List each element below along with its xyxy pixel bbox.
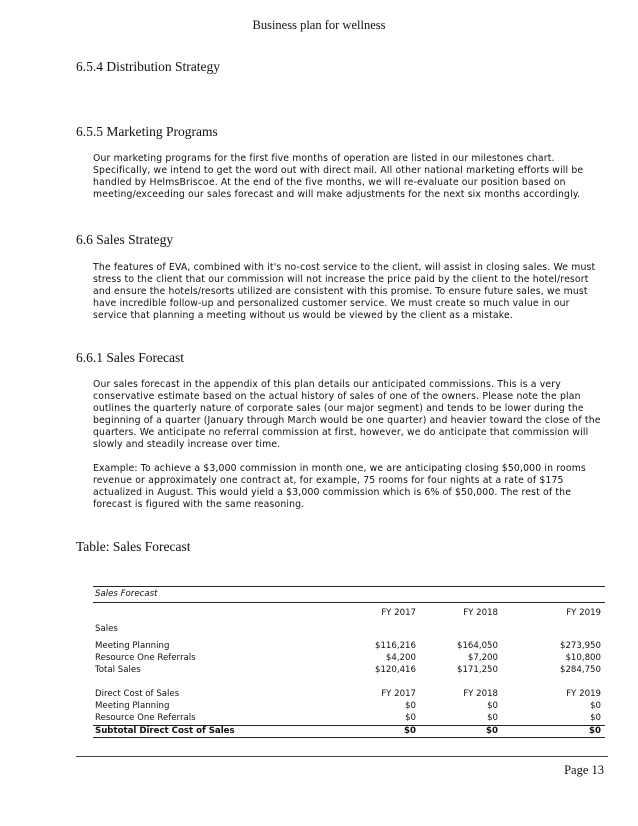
table-cell: $7,200 xyxy=(467,653,498,664)
table-cell: $0 xyxy=(487,701,498,712)
paragraph-marketing-programs: Our marketing programs for the first five months of operation are listed in our milestones chart. Specifically, we intend to get the word out with direct mail. All other national marketing efforts will be handled by HelmsBriscoe. At the end of the five months, we will re-evaluate our position based on meeting/exceeding our sales forecast and will make adjustments for the next six months accordingly. xyxy=(93,153,584,201)
row-label: Total Sales xyxy=(95,664,141,675)
heading-distribution-strategy: 6.5.4 Distribution Strategy xyxy=(76,59,220,74)
heading-marketing-programs: 6.5.5 Marketing Programs xyxy=(76,124,218,139)
table-spacer xyxy=(93,676,605,689)
table-row xyxy=(93,665,605,677)
column-header: FY 2019 xyxy=(566,608,601,618)
table-row xyxy=(93,713,605,725)
table-cell: $0 xyxy=(486,725,498,736)
table-cell: FY 2017 xyxy=(381,689,416,700)
table-caption: Table: Sales Forecast xyxy=(76,539,191,554)
paragraph-sales-strategy: The features of EVA, combined with it's no-cost service to the client, will assist in closing sales. We must stress to the client that our commission will not increase the price paid by the client to the hotel/resort and ensure the hotels/resorts utilized are consistent with this promise. To ensure future sales, we must have incredible follow-up and personalized customer service. We must create so much value in our service that planning a meeting without us would be viewed by the client as a mistake. xyxy=(93,262,596,322)
table-cell: $120,416 xyxy=(374,664,416,675)
page-number: Page 13 xyxy=(564,763,604,777)
table-cell: $284,750 xyxy=(559,664,601,675)
table-title: Sales Forecast xyxy=(95,589,158,599)
table-cell: $164,050 xyxy=(456,641,498,652)
table-cell: $0 xyxy=(590,712,601,723)
table-cell: $0 xyxy=(590,701,601,712)
table-row xyxy=(93,653,605,665)
row-label: Subtotal Direct Cost of Sales xyxy=(95,725,235,736)
table-cell: FY 2018 xyxy=(463,689,498,700)
table-cell: $0 xyxy=(404,725,416,736)
running-header: Business plan for wellness xyxy=(252,18,386,32)
table-cell: $10,800 xyxy=(565,653,601,664)
paragraph-sales-forecast-2: Example: To achieve a $3,000 commission in month one, we are anticipating closing $50,000 in rooms revenue or approximately one contract at, for example, 75 rooms for four nights at a rate of $175 actualized in August. This would yield a $3,000 commission which is 6% of $50,000. The rest of the forecast is figured with the same reasoning. xyxy=(93,463,586,511)
table-section-label-row xyxy=(93,624,605,636)
heading-sales-strategy: 6.6 Sales Strategy xyxy=(76,232,174,247)
table-row xyxy=(93,689,605,701)
table-title-row xyxy=(93,587,605,603)
row-label: Meeting Planning xyxy=(95,701,170,712)
column-header: FY 2018 xyxy=(463,608,498,618)
table-cell: $273,950 xyxy=(559,641,601,652)
column-header: FY 2017 xyxy=(381,608,416,618)
sales-section-label: Sales xyxy=(95,623,118,634)
paragraph-sales-forecast-1: Our sales forecast in the appendix of this plan details our anticipated commissions. This is a very conservative estimate based on the actual history of sales of one of the owners. Please note the plan outlines the quarterly nature of corporate sales (our major segment) and tends to be lower during the beginning of a quarter (January through March would be one quarter) and heavier toward the close of the quarters. We anticipate no referral commission at first, however, we do anticipate that commission will slowly and steadily increase over time. xyxy=(93,379,601,451)
table-cell: $0 xyxy=(487,712,498,723)
row-label: Resource One Referrals xyxy=(95,653,196,664)
sales-forecast-table xyxy=(93,586,605,738)
table-row xyxy=(93,641,605,653)
row-label: Resource One Referrals xyxy=(95,712,196,723)
table-header-row xyxy=(93,608,605,620)
heading-sales-forecast: 6.6.1 Sales Forecast xyxy=(76,350,184,365)
table-cell: $171,250 xyxy=(456,664,498,675)
table-cell: FY 2019 xyxy=(566,689,601,700)
row-label: Meeting Planning xyxy=(95,641,170,652)
table-cell: $0 xyxy=(405,701,416,712)
table-subtotal-row xyxy=(93,725,605,739)
table-cell: $4,200 xyxy=(385,653,416,664)
row-label: Direct Cost of Sales xyxy=(95,689,180,700)
table-cell: $0 xyxy=(589,725,601,736)
table-cell: $0 xyxy=(405,712,416,723)
table-cell: $116,216 xyxy=(374,641,416,652)
footer-divider xyxy=(76,756,608,757)
table-row xyxy=(93,701,605,713)
